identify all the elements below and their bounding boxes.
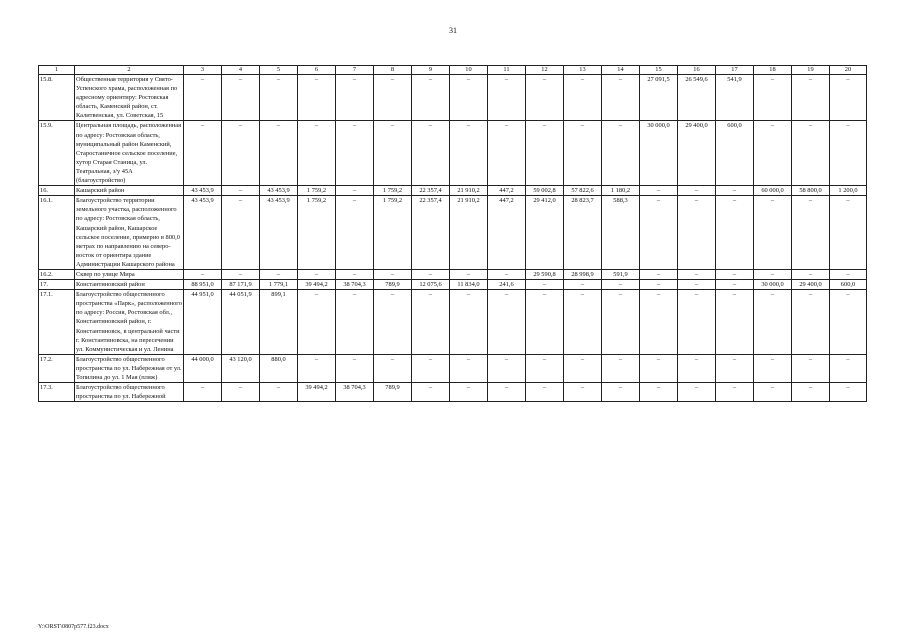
cell-value: 44 051,9 (222, 290, 260, 355)
cell-value: – (792, 290, 830, 355)
column-header: 2 (75, 66, 184, 75)
cell-value: – (336, 121, 374, 186)
cell-value: – (298, 121, 336, 186)
cell-value: – (222, 186, 260, 196)
cell-value: – (754, 269, 792, 279)
cell-value: – (716, 196, 754, 270)
cell-value: 21 910,2 (450, 196, 488, 270)
cell-value: – (374, 354, 412, 382)
cell-value: – (602, 383, 640, 402)
cell-value: – (336, 186, 374, 196)
table-row (39, 290, 867, 355)
cell-value: – (488, 354, 526, 382)
row-number: 16.1. (39, 196, 75, 270)
cell-value: – (412, 354, 450, 382)
column-header: 7 (336, 66, 374, 75)
cell-value: – (830, 196, 867, 270)
cell-value: – (640, 186, 678, 196)
cell-value: – (450, 75, 488, 121)
cell-value: – (564, 290, 602, 355)
row-number: 16. (39, 186, 75, 196)
footer-file-path: Y:\ORST\0807p577.f23.docx (38, 624, 109, 630)
cell-value: – (412, 269, 450, 279)
cell-value: – (374, 75, 412, 121)
cell-value: – (564, 75, 602, 121)
cell-value: – (830, 75, 867, 121)
column-header: 8 (374, 66, 412, 75)
cell-value: – (754, 196, 792, 270)
cell-value: – (184, 121, 222, 186)
cell-value: 591,9 (602, 269, 640, 279)
cell-value: – (640, 354, 678, 382)
table-row (39, 121, 867, 186)
cell-value: – (526, 290, 564, 355)
cell-value: 29 412,0 (526, 196, 564, 270)
cell-value: – (412, 383, 450, 402)
cell-value: – (830, 290, 867, 355)
cell-value: 57 822,6 (564, 186, 602, 196)
cell-value: 22 357,4 (412, 186, 450, 196)
cell-value: – (678, 186, 716, 196)
cell-value: – (640, 280, 678, 290)
cell-value: – (678, 354, 716, 382)
row-name: Благоустройство общественного пространства «Парк», расположенного по адресу: Россия, Ростовская обл., Константиновский район, г. Константиновск, в центральной части г. Константиновска, на пересечении ул. Коммунистическая и ул. Ленина (76, 291, 182, 353)
cell-value: – (830, 121, 867, 186)
cell-value: – (678, 280, 716, 290)
cell-value: – (222, 196, 260, 270)
cell-value: – (298, 354, 336, 382)
cell-value: – (564, 121, 602, 186)
cell-value: 43 453,9 (184, 186, 222, 196)
cell-value: 27 091,5 (640, 75, 678, 121)
cell-value: – (830, 269, 867, 279)
cell-value: 29 400,0 (678, 121, 716, 186)
cell-value: 1 759,2 (374, 186, 412, 196)
table-row (39, 354, 867, 382)
cell-value: 30 000,0 (640, 121, 678, 186)
cell-value: – (374, 121, 412, 186)
cell-value: 12 075,6 (412, 280, 450, 290)
cell-value: 22 357,4 (412, 196, 450, 270)
cell-value: 30 000,0 (754, 280, 792, 290)
row-number: 17.3. (39, 383, 75, 402)
cell-value: – (792, 75, 830, 121)
cell-value: 600,0 (716, 121, 754, 186)
cell-value: – (602, 280, 640, 290)
cell-value: 28 998,9 (564, 269, 602, 279)
cell-value: – (564, 383, 602, 402)
cell-value: – (526, 354, 564, 382)
cell-value: – (716, 269, 754, 279)
cell-value: – (792, 269, 830, 279)
cell-value: – (450, 269, 488, 279)
row-name: Благоустройство территории земельного участка, расположенного по адресу: Ростовская область, Кашарский район, Кашарское сельское поселение, примерно в 800,0 метрах по направлению на северо-восток от ориентира здание Администрации Кашарского района (75, 196, 184, 270)
row-number: 17.1. (39, 290, 75, 355)
cell-value: 789,9 (374, 383, 412, 402)
cell-value: – (602, 75, 640, 121)
row-name: Константиновский район (75, 280, 184, 290)
cell-value: – (792, 354, 830, 382)
column-header: 16 (678, 66, 716, 75)
cell-value: 87 171,9 (222, 280, 260, 290)
cell-value: – (450, 383, 488, 402)
cell-value: – (526, 121, 564, 186)
cell-value: – (792, 383, 830, 402)
cell-value: – (260, 75, 298, 121)
cell-value: – (488, 290, 526, 355)
cell-value: – (488, 269, 526, 279)
cell-value: – (678, 383, 716, 402)
column-header: 17 (716, 66, 754, 75)
cell-value: – (488, 121, 526, 186)
cell-value: 1 200,0 (830, 186, 867, 196)
cell-value: – (830, 383, 867, 402)
row-number: 16.2. (39, 269, 75, 279)
cell-value: – (640, 383, 678, 402)
cell-value: 88 951,0 (184, 280, 222, 290)
cell-value: – (222, 75, 260, 121)
cell-value: 44 951,0 (184, 290, 222, 355)
table-row (39, 186, 867, 196)
cell-value: – (450, 354, 488, 382)
cell-value: – (260, 269, 298, 279)
cell-value: 600,0 (830, 280, 867, 290)
cell-value: – (336, 269, 374, 279)
cell-value: – (298, 75, 336, 121)
cell-value: – (450, 121, 488, 186)
table-row (39, 75, 867, 121)
cell-value: – (678, 269, 716, 279)
cell-value: – (488, 383, 526, 402)
cell-value: – (754, 75, 792, 121)
row-number: 15.8. (39, 75, 75, 121)
cell-value: – (222, 269, 260, 279)
cell-value: 26 549,6 (678, 75, 716, 121)
cell-value: – (260, 383, 298, 402)
cell-value: – (412, 290, 450, 355)
cell-value: 38 704,3 (336, 280, 374, 290)
cell-value: 541,9 (716, 75, 754, 121)
column-header: 10 (450, 66, 488, 75)
table-row (39, 196, 867, 270)
cell-value: – (830, 354, 867, 382)
table-row (39, 269, 867, 279)
cell-value: 1 759,2 (298, 196, 336, 270)
cell-value: – (336, 196, 374, 270)
cell-value: 21 910,2 (450, 186, 488, 196)
column-header: 12 (526, 66, 564, 75)
cell-value: – (792, 121, 830, 186)
row-name: Кашарский район (75, 186, 184, 196)
cell-value: 39 494,2 (298, 280, 336, 290)
cell-value: – (488, 75, 526, 121)
cell-value: 44 000,0 (184, 354, 222, 382)
row-number: 17.2. (39, 354, 75, 382)
cell-value: – (716, 186, 754, 196)
row-name: Общественная территория у Свято-Успенского храма, расположенная по адресному ориентиру: Ростовская область, Каменский район, ст. Калитвенская, ул. Советская, 15 (75, 75, 184, 121)
column-header: 6 (298, 66, 336, 75)
cell-value: – (336, 290, 374, 355)
cell-value: 28 823,7 (564, 196, 602, 270)
row-name: Центральная площадь, расположенная по адресу: Ростовская область, муниципальный район Каменский, Старостаничное сельское поселение, хутор Старая Станица, ул. Театральная, з/у 45А (благоустройство) (75, 121, 184, 186)
cell-value: – (184, 269, 222, 279)
cell-value: – (412, 75, 450, 121)
row-name: Сквер по улице Мира (75, 269, 184, 279)
cell-value: – (716, 383, 754, 402)
cell-value: – (754, 121, 792, 186)
cell-value: – (222, 383, 260, 402)
cell-value: – (374, 269, 412, 279)
cell-value: 880,0 (260, 354, 298, 382)
cell-value: 447,2 (488, 196, 526, 270)
column-header: 9 (412, 66, 450, 75)
column-header: 5 (260, 66, 298, 75)
column-header: 14 (602, 66, 640, 75)
cell-value: 58 800,0 (792, 186, 830, 196)
cell-value: – (754, 383, 792, 402)
cell-value: – (564, 354, 602, 382)
cell-value: – (336, 75, 374, 121)
cell-value: 1 759,2 (298, 186, 336, 196)
column-header: 4 (222, 66, 260, 75)
cell-value: 789,9 (374, 280, 412, 290)
column-header: 15 (640, 66, 678, 75)
cell-value: 899,1 (260, 290, 298, 355)
table-body (39, 75, 867, 402)
cell-value: – (412, 121, 450, 186)
cell-value: 38 704,3 (336, 383, 374, 402)
row-number: 17. (39, 280, 75, 290)
row-name: Благоустройство общественного пространства по ул. Набережная от ул. Топилина до ул. 1 Мая (пляж) (76, 355, 182, 381)
cell-value: – (792, 196, 830, 270)
cell-value: – (260, 121, 298, 186)
cell-value: 1 759,2 (374, 196, 412, 270)
cell-value: 1 779,1 (260, 280, 298, 290)
cell-value: – (640, 196, 678, 270)
cell-value: – (716, 354, 754, 382)
cell-value: 60 000,0 (754, 186, 792, 196)
column-header: 11 (488, 66, 526, 75)
cell-value: – (222, 121, 260, 186)
cell-value: – (754, 354, 792, 382)
cell-value: 1 180,2 (602, 186, 640, 196)
cell-value: 59 002,8 (526, 186, 564, 196)
column-header: 1 (39, 66, 75, 75)
cell-value: – (450, 290, 488, 355)
cell-value: 29 400,0 (792, 280, 830, 290)
column-header: 19 (792, 66, 830, 75)
cell-value: – (602, 354, 640, 382)
cell-value: 43 453,9 (260, 196, 298, 270)
column-header: 18 (754, 66, 792, 75)
cell-value: 43 120,0 (222, 354, 260, 382)
cell-value: – (298, 269, 336, 279)
cell-value: – (526, 280, 564, 290)
cell-value: – (336, 354, 374, 382)
cell-value: – (716, 280, 754, 290)
cell-value: – (716, 290, 754, 355)
cell-value: 29 590,8 (526, 269, 564, 279)
column-header: 13 (564, 66, 602, 75)
header-row (39, 66, 867, 75)
budget-table (38, 65, 867, 402)
cell-value: – (678, 196, 716, 270)
cell-value: – (526, 75, 564, 121)
cell-value: – (640, 290, 678, 355)
column-header: 20 (830, 66, 867, 75)
cell-value: – (602, 290, 640, 355)
cell-value: 43 453,9 (260, 186, 298, 196)
cell-value: – (374, 290, 412, 355)
row-number: 15.9. (39, 121, 75, 186)
cell-value: – (298, 290, 336, 355)
column-header: 3 (184, 66, 222, 75)
cell-value: – (184, 75, 222, 121)
row-name: Благоустройство общественного пространства по ул. Набережной (75, 383, 184, 402)
cell-value: 588,3 (602, 196, 640, 270)
table-row (39, 280, 867, 290)
cell-value: – (754, 290, 792, 355)
cell-value: – (184, 383, 222, 402)
cell-value: – (564, 280, 602, 290)
cell-value: – (526, 383, 564, 402)
table-row (39, 383, 867, 402)
cell-value: 11 834,0 (450, 280, 488, 290)
cell-value: – (602, 121, 640, 186)
cell-value: 241,6 (488, 280, 526, 290)
cell-value: 39 494,2 (298, 383, 336, 402)
cell-value: – (678, 290, 716, 355)
cell-value: – (640, 269, 678, 279)
cell-value: 447,2 (488, 186, 526, 196)
cell-value: 43 453,9 (184, 196, 222, 270)
page-number: 31 (449, 26, 457, 35)
